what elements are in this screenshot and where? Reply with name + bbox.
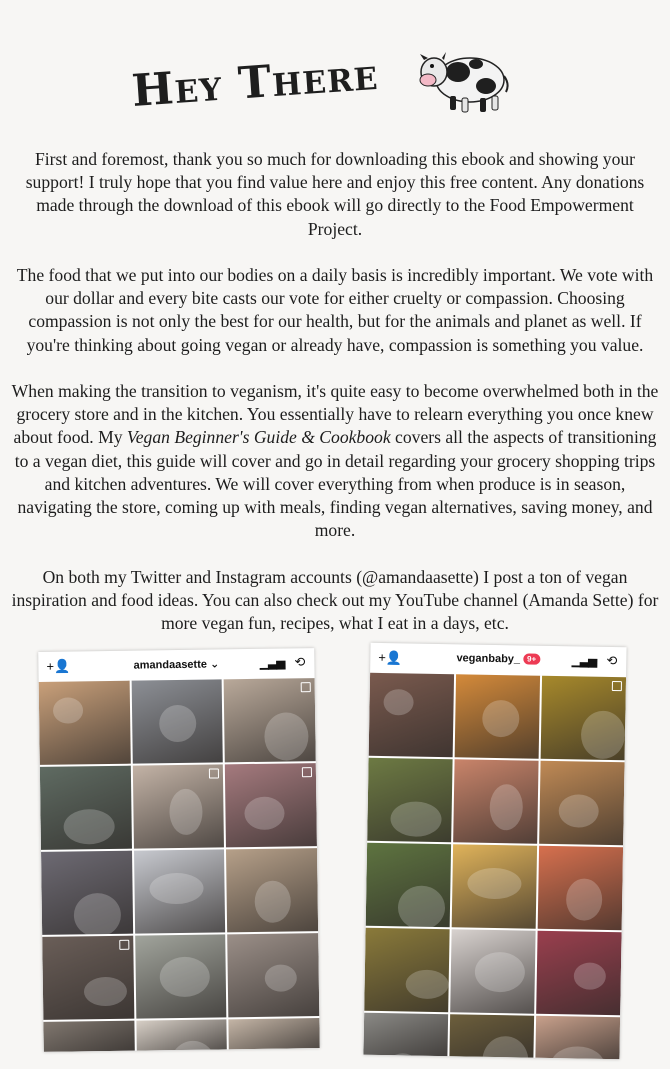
photo-content — [245, 1048, 298, 1049]
photo-content — [149, 873, 203, 905]
photo-tile[interactable] — [131, 679, 223, 763]
photo-content — [398, 885, 446, 927]
photo-content — [581, 710, 626, 759]
photo-content — [383, 689, 413, 716]
add-person-icon[interactable]: +👤 — [46, 658, 71, 674]
paragraph-transition-end: covers all the aspects of transitioning to a vegan diet, this guide will cover and go in detail regarding your grocery shopping trips and kitchen adventures. We will cover everything from when produce is in season, navigating the store, coming up with meals, finding vegan alternatives, saving money, and more. — [14, 427, 657, 541]
paragraph-transition-start: When making the transition to veganism, it's quite easy to become overwhelmed both in the grocery store and in the kitchen. You essentially have to relearn everything you once knew about food. My — [11, 381, 659, 448]
photo-content — [383, 1053, 423, 1056]
photo-content — [84, 977, 127, 1007]
photo-content — [467, 868, 522, 900]
photo-tile[interactable] — [43, 1021, 134, 1052]
instagram-screenshot-amandaasette — [38, 648, 320, 1052]
insights-icon[interactable]: ▁▃▅ — [259, 655, 285, 670]
photo-content — [489, 784, 523, 831]
photo-tile[interactable] — [369, 673, 454, 757]
photo-tile[interactable] — [132, 764, 224, 848]
photo-tile[interactable] — [134, 849, 226, 933]
photo-grid — [363, 673, 626, 1059]
multiple-photos-icon — [301, 682, 311, 692]
photo-tile[interactable] — [541, 676, 626, 760]
photo-tile[interactable] — [453, 759, 538, 843]
header — [0, 30, 670, 140]
photo-tile[interactable] — [455, 674, 540, 758]
photo-content — [475, 952, 526, 993]
photo-content — [53, 697, 83, 723]
photo-tile[interactable] — [366, 843, 451, 927]
photo-grid — [39, 678, 320, 1052]
photo-content — [169, 1041, 216, 1051]
photo-tile[interactable] — [538, 846, 623, 930]
photo-tile[interactable] — [226, 848, 318, 932]
photo-tile[interactable] — [228, 933, 320, 1017]
multiple-photos-icon — [119, 940, 129, 950]
book-title: Vegan Beginner's Guide & Cookbook — [126, 427, 391, 448]
photo-tile[interactable] — [135, 934, 227, 1018]
photo-tile[interactable] — [39, 681, 131, 765]
photo-tile[interactable] — [40, 766, 132, 850]
photo-content — [551, 1046, 605, 1059]
photo-tile[interactable] — [450, 929, 535, 1013]
photo-tile[interactable] — [224, 678, 316, 762]
profile-username[interactable]: veganbaby_ 9+ — [370, 651, 626, 667]
photo-content — [558, 794, 599, 828]
paragraph-thanks: First and foremost, thank you so much for downloading this ebook and showing your support! I truly hope that you find value here and enjoy this free content. Any donations made through the download of this ebook will go directly to the Food Empowerment Project. — [25, 149, 645, 239]
photo-tile[interactable] — [42, 936, 134, 1020]
profile-username[interactable]: amandaasette ⌄ — [133, 658, 220, 672]
chevron-down-icon: ⌄ — [209, 658, 220, 671]
add-person-icon[interactable]: +👤 — [378, 649, 403, 666]
photo-tile[interactable] — [363, 1013, 448, 1056]
photo-content — [245, 797, 285, 831]
photo-content — [482, 700, 520, 738]
photo-tile[interactable] — [136, 1019, 227, 1050]
photo-tile[interactable] — [41, 851, 133, 935]
multiple-photos-icon — [302, 767, 312, 777]
paragraph-social: On both my Twitter and Instagram accounts (@amandaasette) I post a ton of vegan inspiration and food ideas. You can also check out my YouTube channel (Amanda Sette) for more vegan fun, recipes, what I eat in a days, etc. — [11, 566, 659, 634]
paragraph-transition — [10, 380, 660, 542]
multiple-photos-icon — [209, 768, 219, 778]
photo-content — [63, 809, 114, 845]
photo-content — [74, 893, 122, 935]
photo-tile[interactable] — [539, 761, 624, 845]
notification-badge: 9+ — [523, 653, 540, 664]
page-title: Hey There — [130, 48, 380, 117]
photo-content — [574, 962, 606, 990]
history-icon[interactable]: ⟲ — [606, 652, 618, 669]
photo-tile[interactable] — [364, 928, 449, 1012]
photo-tile[interactable] — [367, 758, 452, 842]
multiple-photos-icon — [612, 681, 622, 691]
cow-icon — [418, 40, 510, 120]
photo-content — [482, 1036, 529, 1058]
history-icon[interactable]: ⟲ — [294, 654, 306, 670]
photo-tile[interactable] — [449, 1014, 534, 1057]
photo-content — [159, 957, 210, 998]
photo-tile[interactable] — [225, 763, 317, 847]
photo-content — [566, 878, 603, 921]
instagram-screenshot-veganbaby — [363, 643, 626, 1059]
photo-content — [265, 964, 297, 991]
photo-content — [169, 789, 203, 835]
photo-tile[interactable] — [536, 931, 621, 1015]
photo-tile[interactable] — [535, 1016, 620, 1059]
paragraph-compassion: The food that we put into our bodies on a daily basis is incredibly important. We vote with our dollar and every bite casts our vote for either cruelty or compassion. Choosing compassion is not only the best for our health, but for the animals and planet as well. If you're thinking about going vegan or already have, compassion is something you value. — [16, 265, 654, 355]
photo-content — [159, 705, 197, 743]
insights-icon[interactable]: ▁▃▅ — [571, 653, 597, 668]
photo-content — [264, 712, 309, 761]
photo-tile[interactable] — [229, 1018, 320, 1049]
photo-content — [390, 801, 442, 837]
intro-body — [10, 148, 660, 635]
photo-content — [405, 969, 448, 999]
photo-content — [255, 880, 292, 922]
photo-tile[interactable] — [452, 844, 537, 928]
